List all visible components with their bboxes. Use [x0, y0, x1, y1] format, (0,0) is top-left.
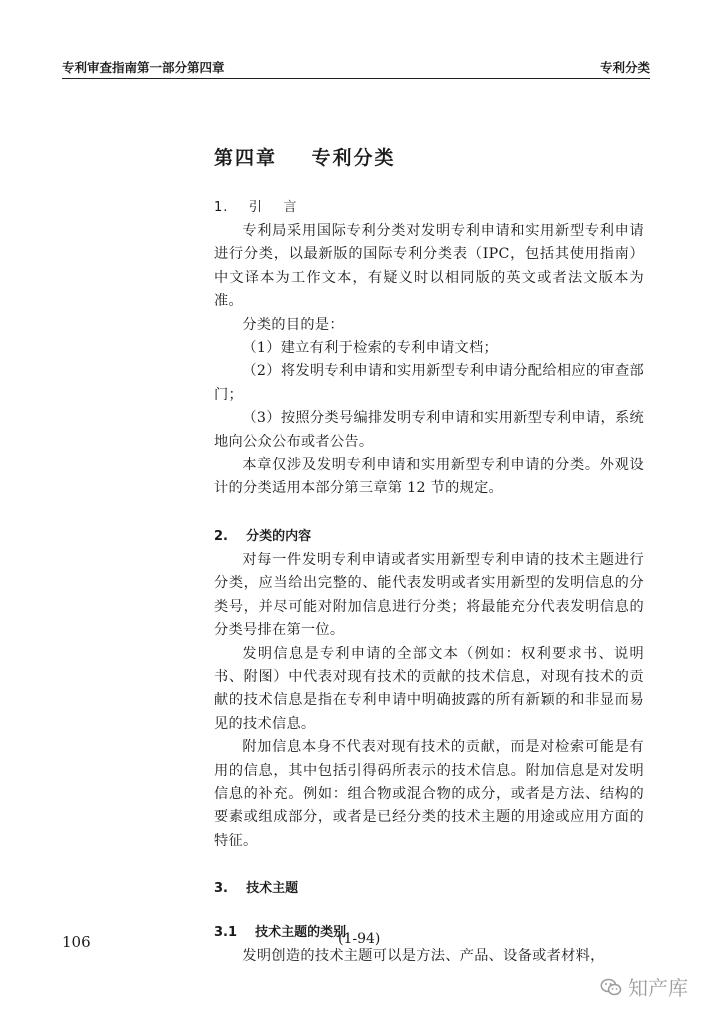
header-document-title: 专利审查指南第一部分第四章	[62, 60, 225, 75]
subsection-heading-subject-categories: 3.1 技术主题的类别	[214, 925, 347, 941]
watermark-text: 知产库	[628, 976, 688, 1000]
page-code: (1-94)	[338, 931, 381, 947]
section-heading-introduction: 1. 引 言	[214, 200, 298, 215]
section-heading-classification-content: 2. 分类的内容	[214, 528, 312, 544]
list-item: （2）将发明专利申请和实用新型专利申请分配给相应的审查部门；	[214, 363, 644, 403]
wechat-icon	[600, 978, 622, 996]
document-body	[214, 196, 644, 969]
watermark	[600, 972, 688, 1001]
chapter-title: 第四章 专利分类	[214, 147, 396, 169]
paragraph: 发明创造的技术主题可以是方法、产品、设备或者材料，	[242, 948, 605, 965]
paragraph: 分类的目的是：	[242, 316, 344, 333]
page-number: 106	[62, 933, 91, 951]
header-chapter-name: 专利分类	[599, 60, 650, 75]
list-item: （1）建立有利于检索的专利申请文档；	[242, 340, 499, 357]
paragraph: 本章仅涉及发明专利申请和实用新型专利申请的分类。外观设计的分类适用本部分第三章第 12 节的规定。	[214, 457, 644, 497]
paragraph: 附加信息本身不代表对现有技术的贡献，而是对检索可能是有用的信息，其中包括引得码所表示的技术信息。附加信息是对发明信息的补充。例如：组合物或混合物的成分，或者是方法、结构的要素或组成部分，或者是已经分类的技术主题的用途或应用方面的特征。	[214, 739, 644, 849]
paragraph: 对每一件发明专利申请或者实用新型专利申请的技术主题进行分类，应当给出完整的、能代表发明或者实用新型的发明信息的分类号，并尽可能对附加信息进行分类；将最能充分代表发明信息的分类号排在第一位。	[214, 551, 644, 639]
list-item: （3）按照分类号编排发明专利申请和实用新型专利申请，系统地向公众公布或者公告。	[214, 410, 644, 450]
section-heading-technical-subject: 3. 技术主题	[214, 881, 299, 897]
paragraph: 发明信息是专利申请的全部文本（例如：权利要求书、说明书、附图）中代表对现有技术的贡献的技术信息，对现有技术的贡献的技术信息是指在专利申请中明确披露的所有新颖的和非显而易见的技术信息。	[214, 645, 644, 732]
running-header	[62, 52, 650, 79]
paragraph: 专利局采用国际专利分类对发明专利申请和实用新型专利申请进行分类，以最新版的国际专利分类表（IPC，包括其使用指南）中文译本为工作文本，有疑义时以相同版的英文或者法文版本为准。	[214, 223, 644, 310]
